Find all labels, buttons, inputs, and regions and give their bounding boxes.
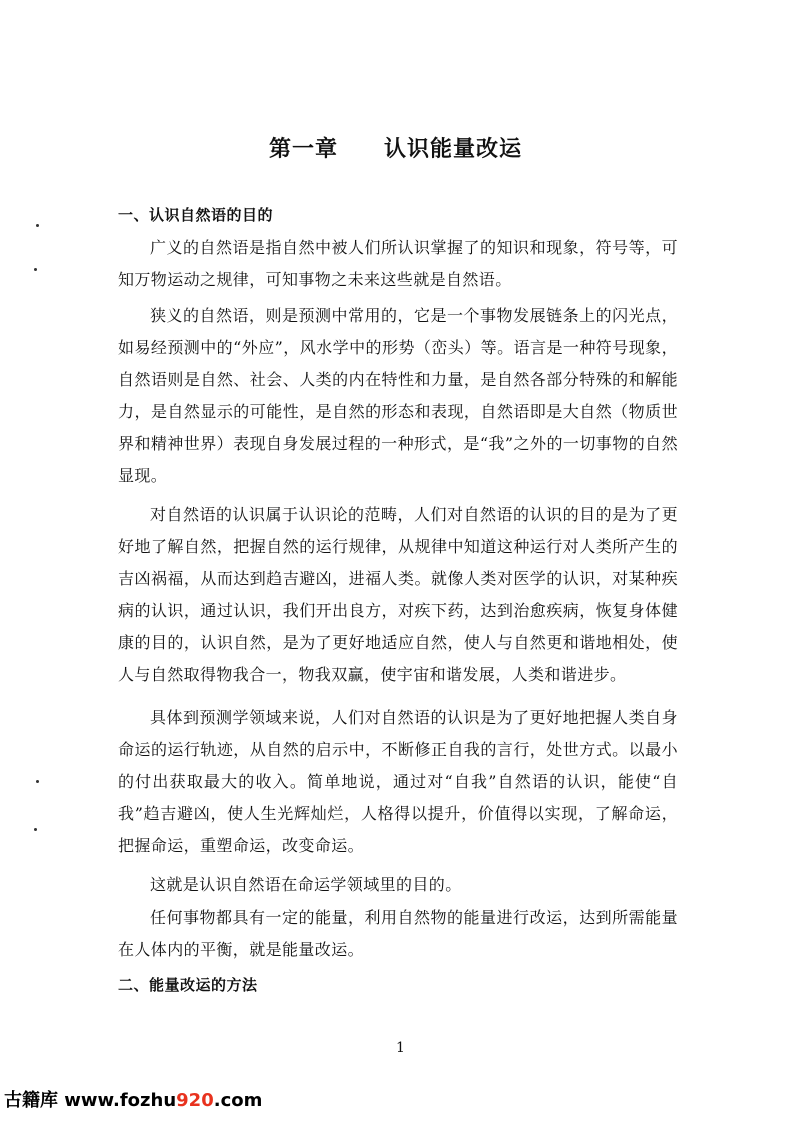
scan-speck (34, 268, 37, 271)
paragraph: 对自然语的认识属于认识论的范畴，人们对自然语的认识的目的是为了更好地了解自然，把握自然的运行规律，从规律中知道这种运行对人类所产生的吉凶祸福，从而达到趋吉避凶，进福人类。就像人类对医学的认识，对某种疾病的认识，通过认识，我们开出良方，对疾下药，达到治愈疾病，恢复身体健康的目的，认识自然，是为了更好地适应自然，使人与自然更和谐地相处，使人与自然取得物我合一，物我双赢，使宇宙和谐发展，人类和谐进步。 (118, 505, 678, 684)
chapter-name: 认识能量改运 (384, 137, 523, 162)
chapter-number: 第一章 (268, 137, 338, 162)
paragraph: 具体到预测学领域来说，人们对自然语的认识是为了更好地把握人类自身命运的运行轨迹，从自然的启示中，不断修正自我的言行，处世方式。以最小的付出获取最大的收入。简单地说，通过对“自我”自然语的认识，能使“自我”趋吉避凶，使人生光辉灿烂，人格得以提升，价值得以实现，了解命运，把握命运，重塑命运，改变命运。 (118, 708, 678, 855)
section-heading-1: 一、认识自然语的目的 (118, 206, 274, 224)
scan-speck (34, 828, 37, 831)
chapter-title (0, 132, 791, 163)
paragraph: 狭义的自然语，则是预测中常用的，它是一个事物发展链条上的闪光点，如易经预测中的“外应”，风水学中的形势（峦头）等。语言是一种符号现象，自然语则是自然、社会、人类的内在特性和力量，是自然各部分特殊的和解能力，是自然显示的可能性，是自然的形态和表现，自然语即是大自然（物质世界和精神世界）表现自身发展过程的一种形式，是“我”之外的一切事物的自然显现。 (118, 306, 678, 485)
page-number: 1 (396, 1040, 405, 1056)
paragraph: 任何事物都具有一定的能量，利用自然物的能量进行改运，达到所需能量在人体内的平衡，就是能量改运。 (118, 908, 678, 959)
paragraph: 广义的自然语是指自然中被人们所认识掌握了的知识和现象，符号等，可知万物运动之规律，可知事物之未来这些就是自然语。 (118, 238, 678, 289)
scan-speck (36, 224, 39, 227)
paragraph: 这就是认识自然语在命运学领域里的目的。 (150, 875, 462, 894)
section-heading-2: 二、能量改运的方法 (118, 976, 258, 994)
site-watermark: 古籍库 www.fozhu920.com (4, 1090, 263, 1111)
scan-speck (36, 780, 39, 783)
